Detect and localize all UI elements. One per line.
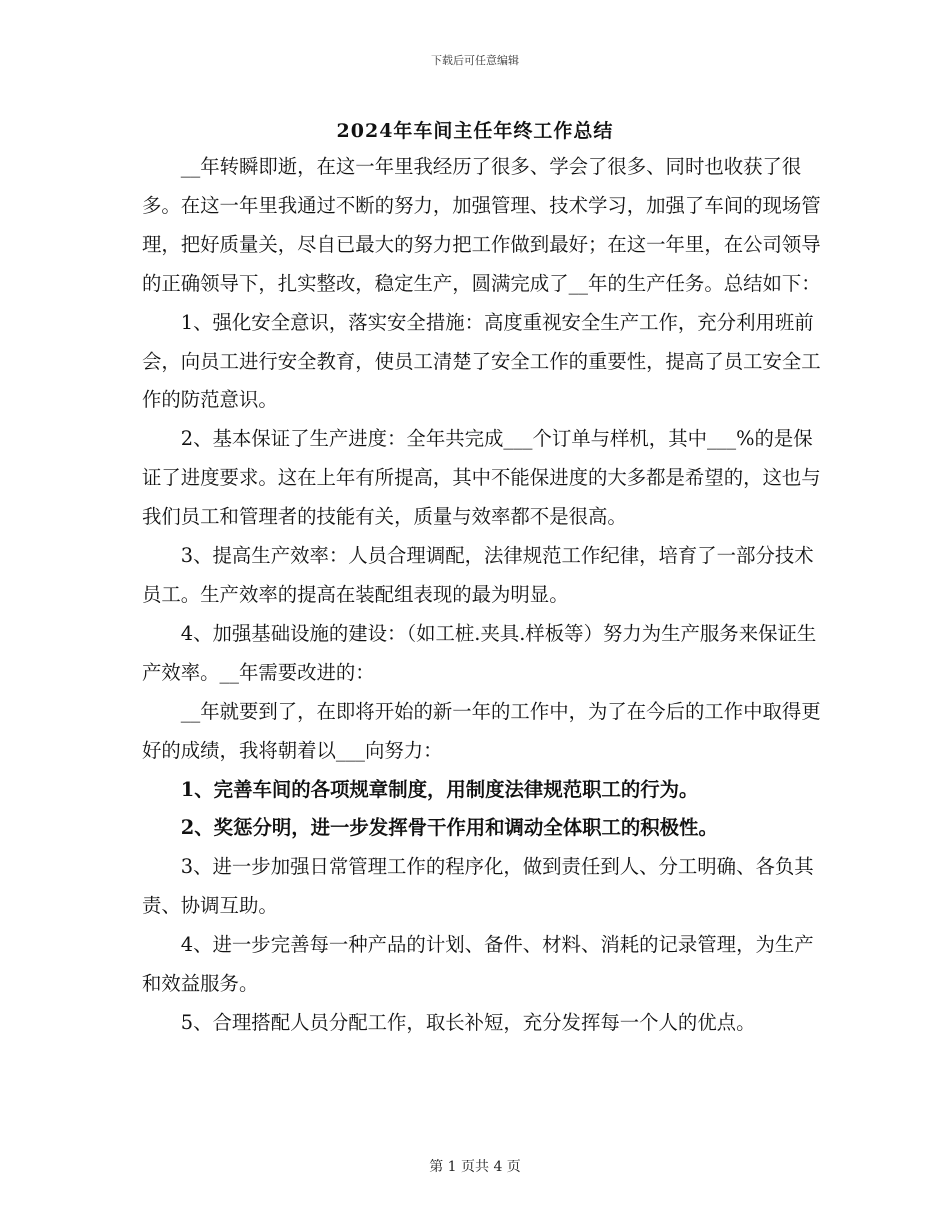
- paragraph-intro: __年转瞬即逝，在这一年里我经历了很多、学会了很多、同时也收获了很多。在这一年里我通过不断的努力，加强管理、技术学习，加强了车间的现场管理，把好质量关，尽自已最大的努力把工作做到最好；在这一年里，在公司领导的正确领导下，扎实整改，稳定生产，圆满完成了__年的生产任务。总结如下：: [142, 155, 821, 295]
- plan-item-3: 3、进一步加强日常管理工作的程序化，做到责任到人、分工明确、各负其责、协调互助。: [142, 855, 814, 918]
- paragraph-item-3: 3、提高生产效率：人员合理调配，法律规范工作纪律，培育了一部分技术员工。生产效率的提高在装配组表现的最为明显。: [142, 544, 814, 606]
- page-number: 第 1 页共 4 页: [429, 1159, 521, 1175]
- paragraph-next-year: __年就要到了，在即将开始的新一年的工作中，为了在今后的工作中取得更好的成绩，我将朝着以___向努力：: [142, 699, 821, 762]
- document-title: 2024年车间主任年终工作总结: [336, 120, 614, 142]
- plan-item-1: 1、完善车间的各项规章制度，用制度法律规范职工的行为。: [180, 777, 699, 801]
- plan-item-4: 4、进一步完善每一种产品的计划、备件、材料、消耗的记录管理，为生产和效益服务。: [142, 933, 814, 996]
- paragraph-item-1: 1、强化安全意识，落实安全措施：高度重视安全生产工作，充分利用班前会，向员工进行安全教育，使员工清楚了安全工作的重要性，提高了员工安全工作的防范意识。: [142, 310, 821, 412]
- paragraph-item-4: 4、加强基础设施的建设：（如工桩.夹具.样板等）努力为生产服务来保证生产效率。__年需要改进的：: [142, 621, 817, 684]
- plan-item-5: 5、合理搭配人员分配工作，取长补短，充分发挥每一个人的优点。: [180, 1010, 756, 1034]
- document-body: [142, 148, 822, 1043]
- paragraph-item-2: 2、基本保证了生产进度：全年共完成___个订单与样机，其中___%的是保证了进度要求。这在上年有所提高，其中不能保进度的大多都是希望的，这也与我们员工和管理者的技能有关，质量与效率都不是很高。: [142, 427, 821, 529]
- plan-item-2: 2、奖惩分明，进一步发挥骨干作用和调动全体职工的积极性。: [180, 816, 718, 840]
- page-header: 下载后可任意编辑: [431, 54, 519, 67]
